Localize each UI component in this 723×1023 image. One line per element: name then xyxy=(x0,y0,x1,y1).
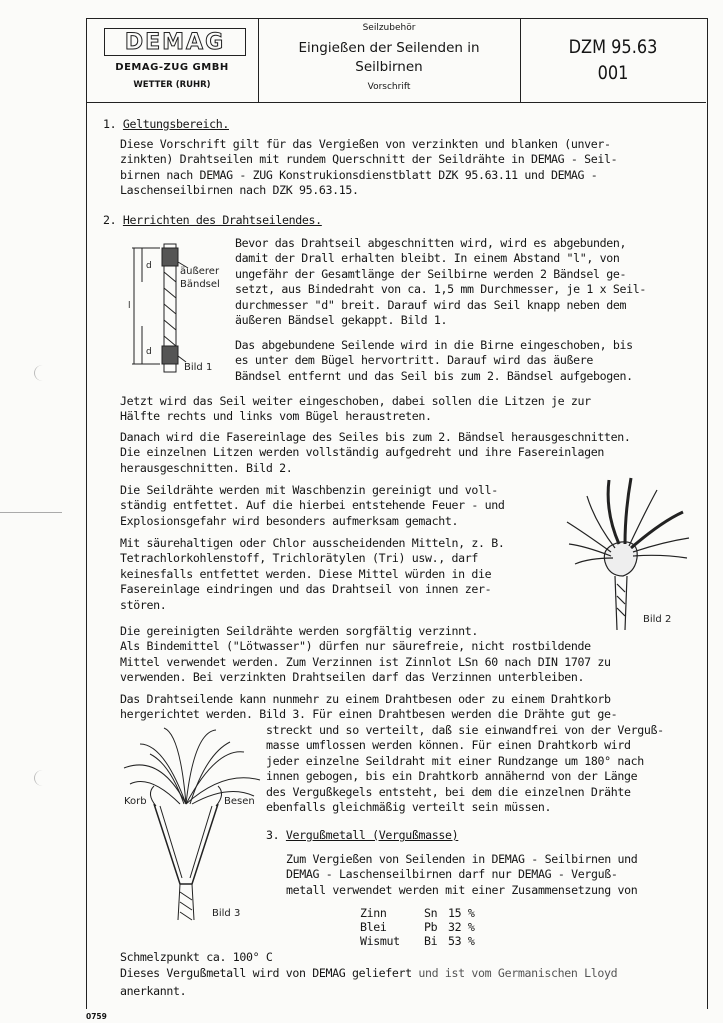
punch-mark xyxy=(34,365,51,381)
bild3-caption: Bild 3 xyxy=(212,908,241,919)
doc-title-line2: Seilbirnen xyxy=(355,59,423,75)
figure-bild2 xyxy=(565,472,695,632)
demag-logo: DEMAG xyxy=(104,28,246,56)
doc-subnumber: 001 xyxy=(597,62,629,84)
section2-para4: Danach wird die Fasereinlage des Seiles bis zum 2. Bändsel herausgeschnitten. Die einzelnen Litzen werden vollständig aufgedreht und ihre Fasereinlagen herausgeschnitten. Bild 2. xyxy=(120,430,631,475)
doc-category: Seilzubehör xyxy=(362,23,416,33)
bild1-l: l xyxy=(128,301,131,311)
bild2-caption: Bild 2 xyxy=(643,614,672,625)
punch-mark xyxy=(34,770,51,786)
bild1-label-outer: äußerer xyxy=(180,266,220,277)
title-block xyxy=(86,18,706,103)
section2-para5: Die Seildrähte werden mit Waschbenzin gereinigt und voll- ständig entfettet. Auf die hierbei entstehende Feuer - und Explosionsgefahr wird besonders aufmerksam gemacht. xyxy=(120,483,505,528)
composition-row: Blei Pb 32 % xyxy=(360,920,475,934)
bild1-d-top: d xyxy=(146,261,152,271)
bild3-label-korb: Korb xyxy=(124,796,147,807)
closing-line2: anerkannt. xyxy=(120,984,187,998)
section2-heading: 2. Herrichten des Drahtseilendes. xyxy=(103,213,322,227)
bild3-label-besen: Besen xyxy=(224,796,255,807)
number-cell xyxy=(520,18,706,102)
section2-para8b: streckt und so verteilt, daß sie einwandfrei von der Verguß- masse umflossen werden können. Für einen Drahtkorb wird jeder einzelne Seildraht mit einer Rundzange um 180° nach innen gebogen, bis ein Drahtkorb annähernd von der Länge des Vergußkegels entsteht, bei dem die einzelnen Drähte ebenfalls gleichmäßig verteilt sein müssen. xyxy=(266,723,664,815)
footer-code: 0759 xyxy=(86,1012,107,1021)
composition-table xyxy=(360,906,475,948)
composition-row: Wismut Bi 53 % xyxy=(360,934,475,948)
doc-title-line1: Eingießen der Seilenden in xyxy=(298,40,480,56)
section2-para3: Jetzt wird das Seil weiter eingeschoben, dabei sollen die Litzen je zur Hälfte rechts und links vom Bügel heraustreten. xyxy=(120,394,591,424)
composition-row: Zinn Sn 15 % xyxy=(360,906,475,920)
section2-para6: Mit säurehaltigen oder Chlor ausscheidenden Mitteln, z. B. Tetrachlorkohlenstoff, Trichlorätylen (Tri) usw., darf keinesfalls entfettet werden. Diese Mittel würden in die Fasereinlage eindringen und das Drahtseil von innen zer- stören. xyxy=(120,536,505,612)
doc-number: DZM 95.63 xyxy=(568,36,658,58)
fold-mark xyxy=(0,512,62,513)
company-cell xyxy=(86,18,258,102)
section2-para1: Bevor das Drahtseil abgeschnitten wird, wird es abgebunden, damit der Drall erhalten bleibt. In einem Abstand "l", von ungefähr der Gesamtlänge der Seilbirne werden 2 Bändsel ge- setzt, aus Bindedraht von ca. 1,5 mm Durchmesser, je 1 x Seil- durchmesser "d" breit. Darauf wird das Seil knapp neben dem äußeren Bändsel gekappt. Bild 1. xyxy=(235,236,647,328)
figure-bild1 xyxy=(120,236,230,380)
section3-heading: 3. Vergußmetall (Vergußmasse) xyxy=(266,828,459,842)
title-cell xyxy=(258,18,520,102)
section1-heading: 1. Geltungsbereich. xyxy=(103,117,229,131)
bild1-label-band: Bändsel xyxy=(180,279,220,290)
section2-para8a: Das Drahtseilende kann nunmehr zu einem Drahtbesen oder zu einem Drahtkorb hergerichtet werden. Bild 3. Für einen Drahtbesen werden die Drähte gut ge- xyxy=(120,692,618,722)
bild1-d-bottom: d xyxy=(146,347,152,357)
doc-type: Vorschrift xyxy=(367,82,411,92)
section3-text: Zum Vergießen von Seilenden in DEMAG - Seilbirnen und DEMAG - Laschenseilbirnen darf nur DEMAG - Verguß- metall verwendet werden mit einer Zusammensetzung von xyxy=(286,852,638,897)
company-location: WETTER (RUHR) xyxy=(133,80,211,90)
section2-para2: Das abgebundene Seilende wird in die Birne eingeschoben, bis es unter dem Bügel hervortritt. Darauf wird das äußere Bändsel entfernt und das Seil bis zum 2. Bändsel aufgebogen. xyxy=(235,338,633,383)
section2-para7: Die gereinigten Seildrähte werden sorgfältig verzinnt. Als Bindemittel ("Lötwasser") dürfen nur säurefreie, nicht rostbildende Mittel verwendet werden. Zum Verzinnen ist Zinnlot LSn 60 nach DIN 1707 zu verwenden. Bei verzinkten Drahtseilen darf das Verzinnen unterbleiben. xyxy=(120,624,611,685)
company-name: DEMAG-ZUG GMBH xyxy=(115,62,229,73)
bild1-caption: Bild 1 xyxy=(184,362,213,373)
section1-text: Diese Vorschrift gilt für das Vergießen von verzinkten und blanken (unver- zinkten) Drahtseilen mit rundem Querschnitt der Seildrähte in DEMAG - Seil- birnen nach DEMAG - ZUG Konstrukionsdienstblatt DZK 95.63.11 und DEMAG - Laschenseilbirnen nach DZK 95.63.15. xyxy=(120,137,618,198)
melting-point: Schmelzpunkt ca. 100° C xyxy=(120,950,273,964)
figure-bild3 xyxy=(120,724,266,924)
closing-line1: Dieses Vergußmetall wird von DEMAG geliefert und ist vom Germanischen Lloyd xyxy=(120,966,618,980)
